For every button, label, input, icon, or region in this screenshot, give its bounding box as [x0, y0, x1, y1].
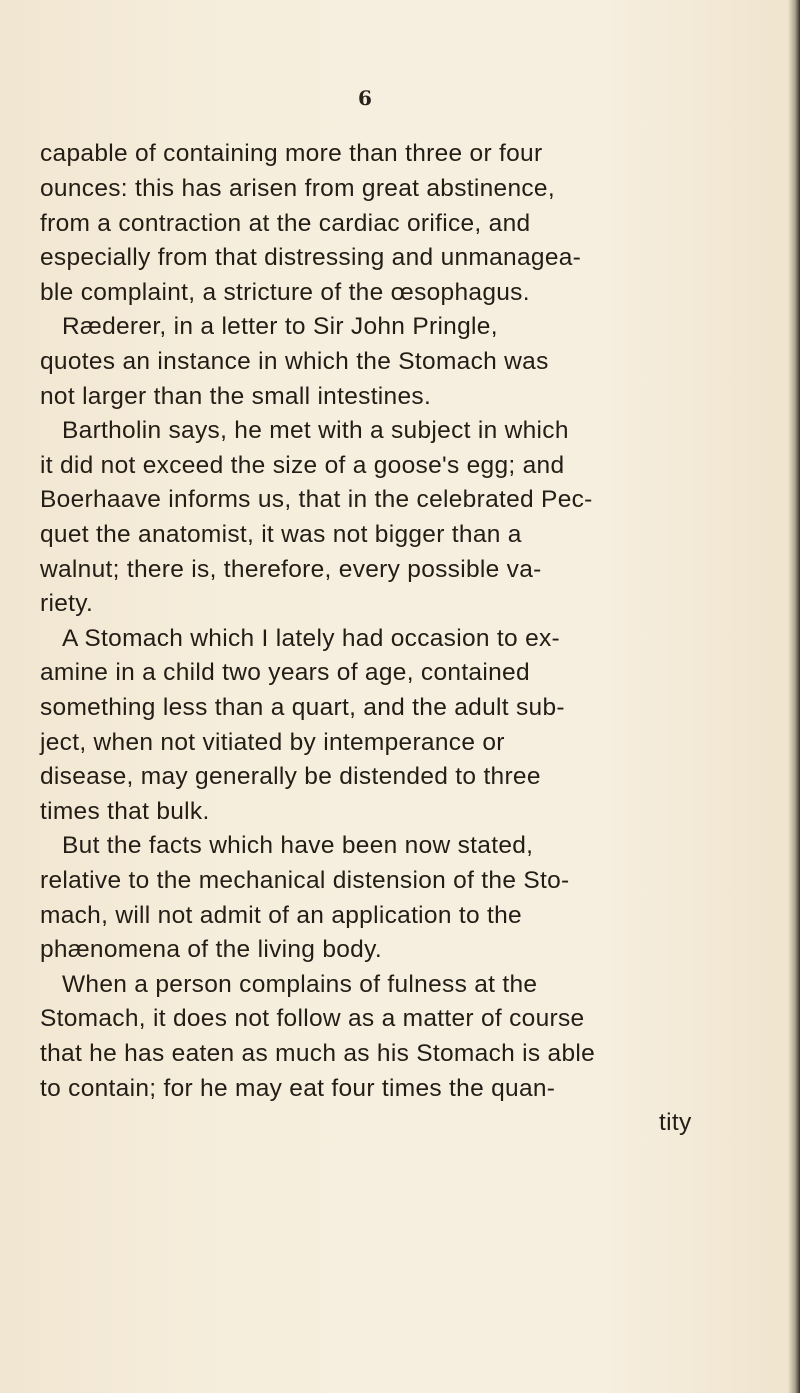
text-line: A Stomach which I lately had occasion to ex-	[62, 625, 561, 652]
text-line: ble complaint, a stricture of the œsophagus.	[40, 279, 530, 306]
text-line: Stomach, it does not follow as a matter of course	[40, 1005, 585, 1032]
text-line: not larger than the small intestines.	[40, 383, 432, 410]
text-line: to contain; for he may eat four times the quan-	[40, 1075, 556, 1102]
text-line: ounces: this has arisen from great abstinence,	[40, 175, 555, 202]
text-line: that he has eaten as much as his Stomach is able	[40, 1040, 596, 1067]
text-line: walnut; there is, therefore, every possible va-	[40, 556, 542, 583]
page-number: 6	[358, 86, 372, 110]
text-line: riety.	[40, 590, 94, 617]
text-line: especially from that distressing and unmanagea-	[40, 244, 582, 271]
text-line: But the facts which have been now stated,	[62, 832, 534, 859]
catchword: tity	[659, 1109, 692, 1136]
text-line: quotes an instance in which the Stomach was	[40, 348, 549, 375]
text-line: ject, when not vitiated by intemperance or	[40, 729, 505, 756]
text-line: mach, will not admit of an application to the	[40, 902, 522, 929]
text-line: relative to the mechanical distension of the Sto-	[40, 867, 570, 894]
text-line: amine in a child two years of age, contained	[40, 659, 530, 686]
text-line: from a contraction at the cardiac orifice, and	[40, 210, 531, 237]
text-line: quet the anatomist, it was not bigger than a	[40, 521, 522, 548]
text-line: capable of containing more than three or four	[40, 140, 543, 167]
text-line: When a person complains of fulness at the	[62, 971, 538, 998]
text-line: something less than a quart, and the adult sub-	[40, 694, 565, 721]
text-line: Boerhaave informs us, that in the celebrated Pec-	[40, 486, 593, 513]
text-line: disease, may generally be distended to three	[40, 763, 541, 790]
page-edge-shadow	[788, 0, 800, 1393]
text-line: it did not exceed the size of a goose's egg; and	[40, 452, 565, 479]
text-line: times that bulk.	[40, 798, 210, 825]
text-line: phænomena of the living body.	[40, 936, 382, 963]
text-line: Ræderer, in a letter to Sir John Pringle,	[62, 313, 498, 340]
text-line: Bartholin says, he met with a subject in which	[62, 417, 569, 444]
